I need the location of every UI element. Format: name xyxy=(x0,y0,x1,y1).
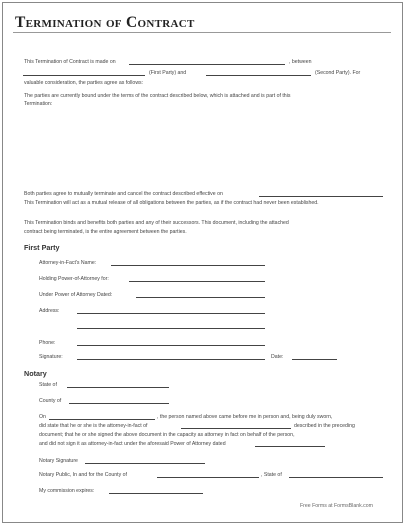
binding-paragraph-1: This Termination binds and benefits both parties and any of their successors. This document, including the attached xyxy=(24,220,289,226)
address-label: Address: xyxy=(39,308,60,314)
notary-line-5: and did not sign it as attorney-in-fact under the aforesaid Power of Attorney dated xyxy=(39,441,226,447)
address-field-1[interactable] xyxy=(77,313,265,314)
date-field[interactable] xyxy=(292,359,337,360)
attorney-name-label: Attorney-in-Fact's Name: xyxy=(39,260,97,266)
intro-line-1-end: , between xyxy=(289,59,312,65)
phone-label: Phone: xyxy=(39,340,56,346)
notary-county-field[interactable] xyxy=(157,477,259,478)
release-paragraph: This Termination will act as a mutual release of all obligations between the parties, as if the contract had never been established. xyxy=(24,200,319,206)
notary-state-field[interactable] xyxy=(289,477,383,478)
notary-signature-field[interactable] xyxy=(85,463,205,464)
county-of-field[interactable] xyxy=(69,403,169,404)
document-title: Termination of Contract xyxy=(15,14,195,31)
date-label: Date: xyxy=(271,354,284,360)
principal-name-field[interactable] xyxy=(181,428,291,429)
notary-line-3: described in the preceding xyxy=(294,423,355,429)
first-party-field[interactable] xyxy=(23,75,145,76)
intro-line-4: The parties are currently bound under the terms of the contract described below, which is attached and is part of this xyxy=(24,93,291,99)
commission-label: My commission expires: xyxy=(39,488,95,494)
document-page xyxy=(2,2,403,523)
first-party-heading: First Party xyxy=(24,243,60,252)
notary-state-label: , State of xyxy=(261,472,282,478)
attorney-name-field[interactable] xyxy=(111,265,265,266)
poa-dated-label: Under Power of Attorney Dated: xyxy=(39,292,113,298)
intro-line-2-end: (Second Party). For xyxy=(315,70,361,76)
notary-public-label: Notary Public, In and for the County of xyxy=(39,472,127,478)
contract-description-area[interactable] xyxy=(23,111,383,187)
notary-date-field[interactable] xyxy=(49,419,155,420)
title-rule xyxy=(13,32,391,33)
footer-text: Free Forms at FormsBlank.com xyxy=(300,503,373,509)
signature-label: Signature: xyxy=(39,354,63,360)
notary-on-label: On xyxy=(39,414,46,420)
poa-for-field[interactable] xyxy=(129,281,265,282)
address-field-2[interactable] xyxy=(77,328,265,329)
effective-date-field[interactable] xyxy=(259,196,383,197)
intro-line-3: valuable consideration, the parties agree as follows: xyxy=(24,80,144,86)
notary-line-1: , the person named above came before me in person and, being duly sworn, xyxy=(157,414,333,420)
commission-field[interactable] xyxy=(109,493,203,494)
contract-date-field[interactable] xyxy=(129,64,285,65)
intro-line-1: This Termination of Contract is made on xyxy=(24,59,116,65)
notary-poa-date-field[interactable] xyxy=(255,446,325,447)
poa-for-label: Holding Power-of-Attorney for: xyxy=(39,276,109,282)
notary-signature-label: Notary Signature xyxy=(39,458,78,464)
county-of-label: County of xyxy=(39,398,62,404)
signature-field[interactable] xyxy=(77,359,265,360)
intro-line-2: (First Party) and xyxy=(149,70,187,76)
notary-line-2: did state that he or she is the attorney-in-fact of xyxy=(39,423,148,429)
poa-dated-field[interactable] xyxy=(136,297,265,298)
intro-line-5: Termination: xyxy=(24,101,53,107)
termination-paragraph: Both parties agree to mutually terminate and cancel the contract described effective on xyxy=(24,191,223,197)
phone-field[interactable] xyxy=(77,345,265,346)
notary-heading: Notary xyxy=(24,369,47,378)
state-of-field[interactable] xyxy=(67,387,169,388)
binding-paragraph-2: contract being terminated, is the entire agreement between the parties. xyxy=(24,229,187,235)
second-party-field[interactable] xyxy=(206,75,311,76)
notary-line-4: document; that he or she signed the above document in the capacity as attorney in fact on behalf of the person, xyxy=(39,432,295,438)
state-of-label: State of xyxy=(39,382,57,388)
